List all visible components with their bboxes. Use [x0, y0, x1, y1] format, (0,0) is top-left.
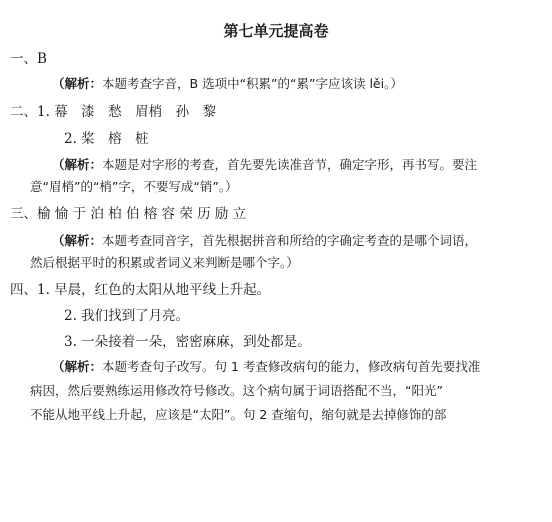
- q4-line-3: 3. 一朵接着一朵，密密麻麻，到处都是。: [64, 334, 311, 350]
- q4-line-2: 2. 我们找到了月亮。: [64, 308, 190, 324]
- q1-note: [52, 75, 403, 93]
- note-text: 本题是对字形的考查，首先要先读准音节，确定字形，再书写。要注: [102, 157, 478, 172]
- q2-line-1: 二、1. 幕 漆 愁 眉梢 孙 黎: [10, 104, 217, 120]
- q4-note-cont-2: 不能从地平线上升起，应该是“太阳”。句 2 查缩句，缩句就是去掉修饰的部: [30, 407, 447, 422]
- q1-answer: 一、B: [10, 51, 47, 67]
- q3-answer: 三、榆 愉 于 泊 柏 伯 榕 容 荣 历 励 立: [10, 206, 247, 222]
- q2-line-2: 2. 桨 榕 桩: [64, 131, 149, 147]
- page-title: 第七单元提高卷: [223, 22, 329, 40]
- q3-note: [52, 232, 477, 250]
- q4-note: [52, 358, 480, 376]
- note-label: （解析：: [52, 76, 103, 91]
- note-label: （解析：: [52, 157, 103, 172]
- note-text: 本题考查同音字，首先根据拼音和所给的字确定考查的是哪个词语，: [102, 233, 478, 248]
- q4-note-cont-1: 病因，然后要熟练运用修改符号修改。这个病句属于词语搭配不当，“阳光”: [30, 383, 443, 398]
- note-text: 本题考查句子改写。句 1 考查修改病句的能力，修改病句首先要找准: [102, 359, 481, 374]
- q4-line-1: 四、1. 早晨，红色的太阳从地平线上升起。: [10, 282, 271, 298]
- note-label: （解析：: [52, 233, 103, 248]
- q2-note: [52, 156, 477, 174]
- q3-note-cont: 然后根据平时的积累或者词义来判断是哪个字。）: [30, 255, 299, 270]
- note-text: 本题考查字音，B 选项中“积累”的“累”字应该读 lěi。）: [102, 76, 403, 91]
- note-label: （解析：: [52, 359, 103, 374]
- q2-note-cont: 意“眉梢”的“梢”字，不要写成“销”。）: [30, 179, 238, 194]
